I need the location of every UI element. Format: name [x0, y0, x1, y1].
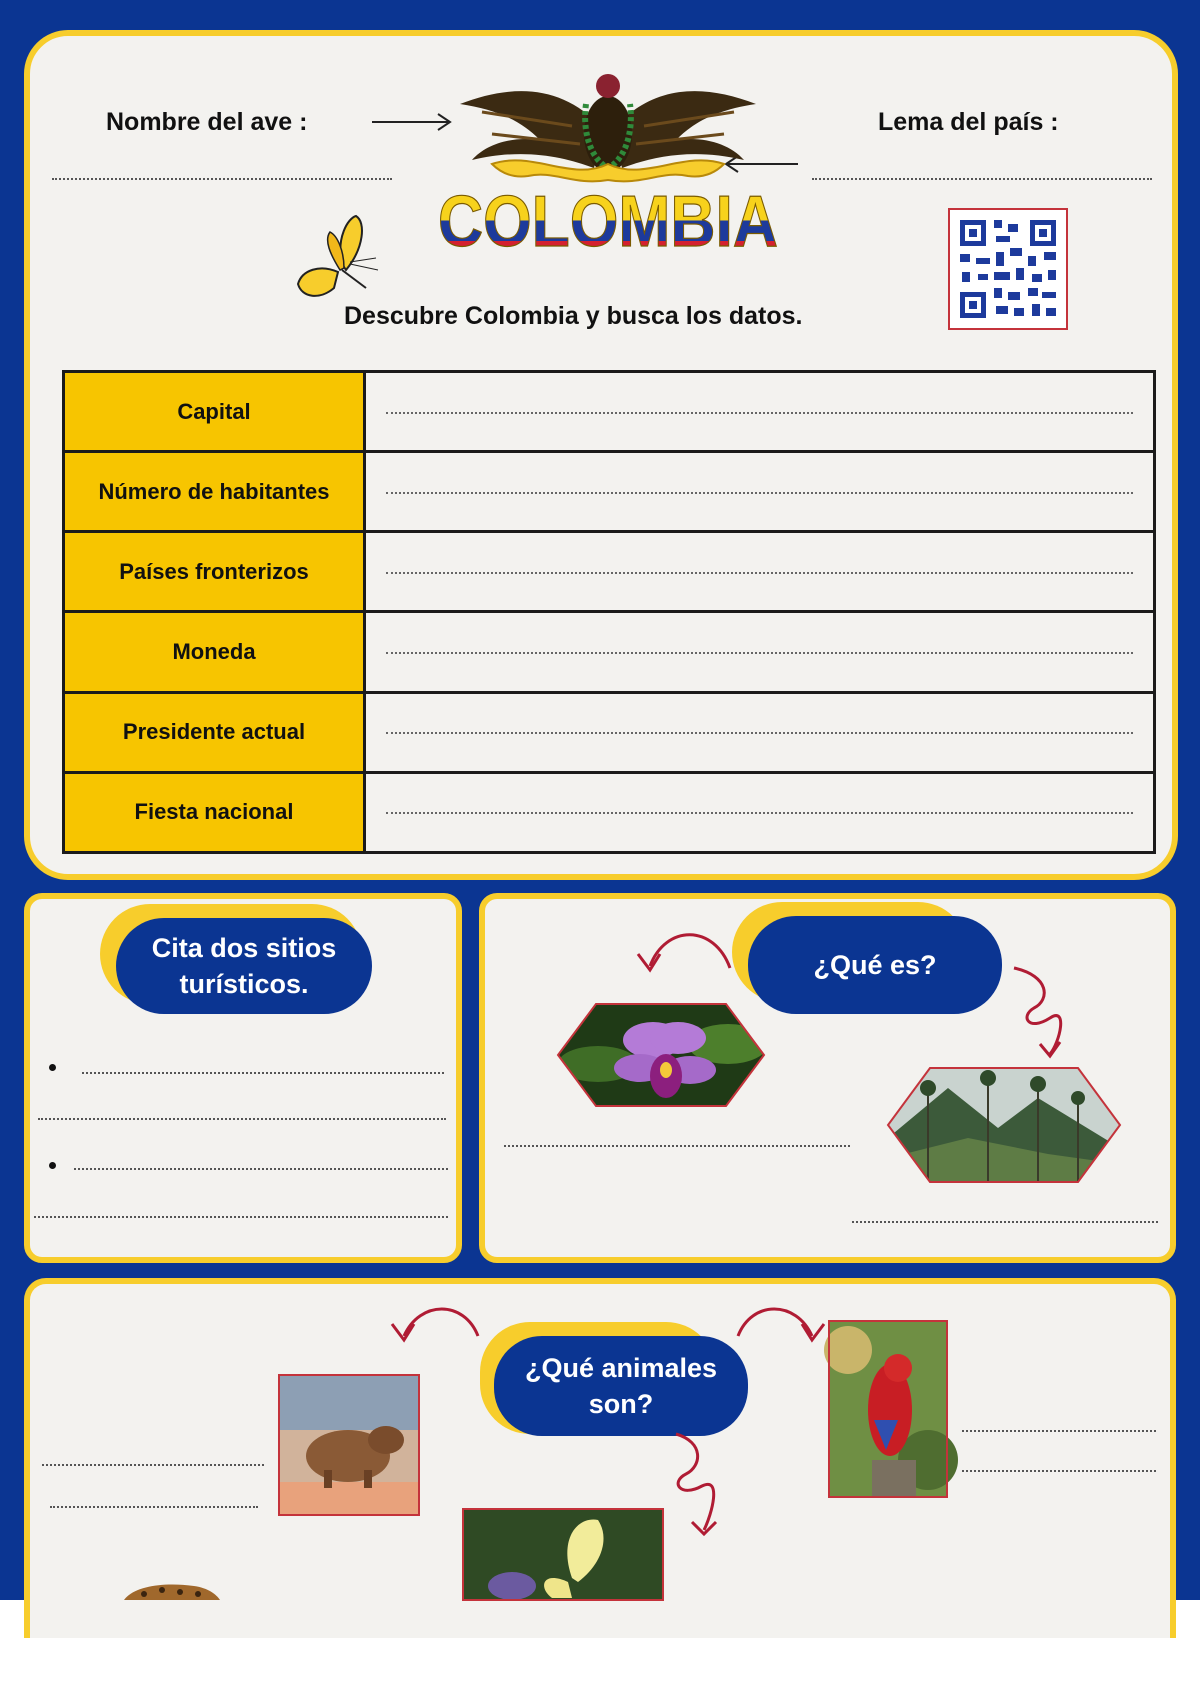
arrow-icon — [664, 1430, 734, 1540]
bullet — [49, 1162, 56, 1169]
answer-line[interactable] — [38, 1118, 446, 1120]
svg-text:COLOMBIA: COLOMBIA — [438, 182, 778, 262]
arrow-icon — [386, 1296, 486, 1346]
fact-label: Moneda — [64, 612, 365, 692]
table-row — [64, 452, 1155, 532]
answer-line[interactable] — [42, 1464, 264, 1466]
macaw-photo — [828, 1320, 948, 1498]
answer-line[interactable] — [82, 1072, 444, 1074]
motto-answer-line[interactable] — [812, 178, 1152, 180]
fact-label: Capital — [64, 372, 365, 452]
answer-line[interactable] — [504, 1145, 850, 1147]
table-row — [64, 372, 1155, 452]
bubble-text: ¿Qué animales — [524, 1352, 718, 1383]
answer-line[interactable] — [50, 1506, 258, 1508]
capybara-photo — [278, 1374, 420, 1516]
fact-answer-field[interactable] — [365, 532, 1155, 612]
fact-label: Países fronterizos — [64, 532, 365, 612]
answer-line[interactable] — [962, 1430, 1156, 1432]
answer-line[interactable] — [852, 1221, 1158, 1223]
arrow-icon — [370, 108, 460, 132]
motto-label: Lema del país : — [878, 108, 1059, 136]
animals-bubble — [494, 1336, 748, 1436]
subtitle: Descubre Colombia y busca los datos. — [344, 302, 803, 330]
facts-table — [62, 370, 1156, 854]
fact-answer-field[interactable] — [365, 772, 1155, 852]
answer-line[interactable] — [34, 1216, 448, 1218]
fact-label: Fiesta nacional — [64, 772, 365, 852]
table-row — [64, 692, 1155, 772]
tourist-sites-bubble — [116, 918, 372, 1014]
table-row — [64, 772, 1155, 852]
qr-code-icon[interactable] — [948, 208, 1068, 330]
fact-answer-field[interactable] — [365, 372, 1155, 452]
butterfly-icon — [294, 214, 384, 306]
eagle-emblem-icon — [452, 64, 764, 190]
orchid-photo — [558, 1004, 764, 1106]
bubble-text: son? — [588, 1389, 654, 1419]
bullet — [49, 1064, 56, 1071]
fact-label: Presidente actual — [64, 692, 365, 772]
arrow-icon — [730, 1296, 830, 1346]
table-row — [64, 612, 1155, 692]
fact-answer-field[interactable] — [365, 452, 1155, 532]
fact-label: Número de habitantes — [64, 452, 365, 532]
arrow-icon — [630, 920, 740, 980]
colombia-title — [432, 182, 784, 262]
table-row — [64, 532, 1155, 612]
what-is-bubble: ¿Qué es? — [748, 916, 1002, 1014]
fact-answer-field[interactable] — [365, 692, 1155, 772]
wax-palm-photo — [888, 1068, 1120, 1182]
jaguar-photo — [124, 1582, 220, 1600]
bird-name-label: Nombre del ave : — [106, 108, 308, 136]
arrow-icon — [1010, 962, 1080, 1062]
bubble-text: turísticos. — [179, 969, 309, 999]
answer-line[interactable] — [74, 1168, 448, 1170]
butterfly-photo — [462, 1508, 664, 1600]
fact-answer-field[interactable] — [365, 612, 1155, 692]
bubble-text: Cita dos sitios — [151, 932, 337, 963]
answer-line[interactable] — [962, 1470, 1156, 1472]
bird-name-answer-line[interactable] — [52, 178, 392, 180]
